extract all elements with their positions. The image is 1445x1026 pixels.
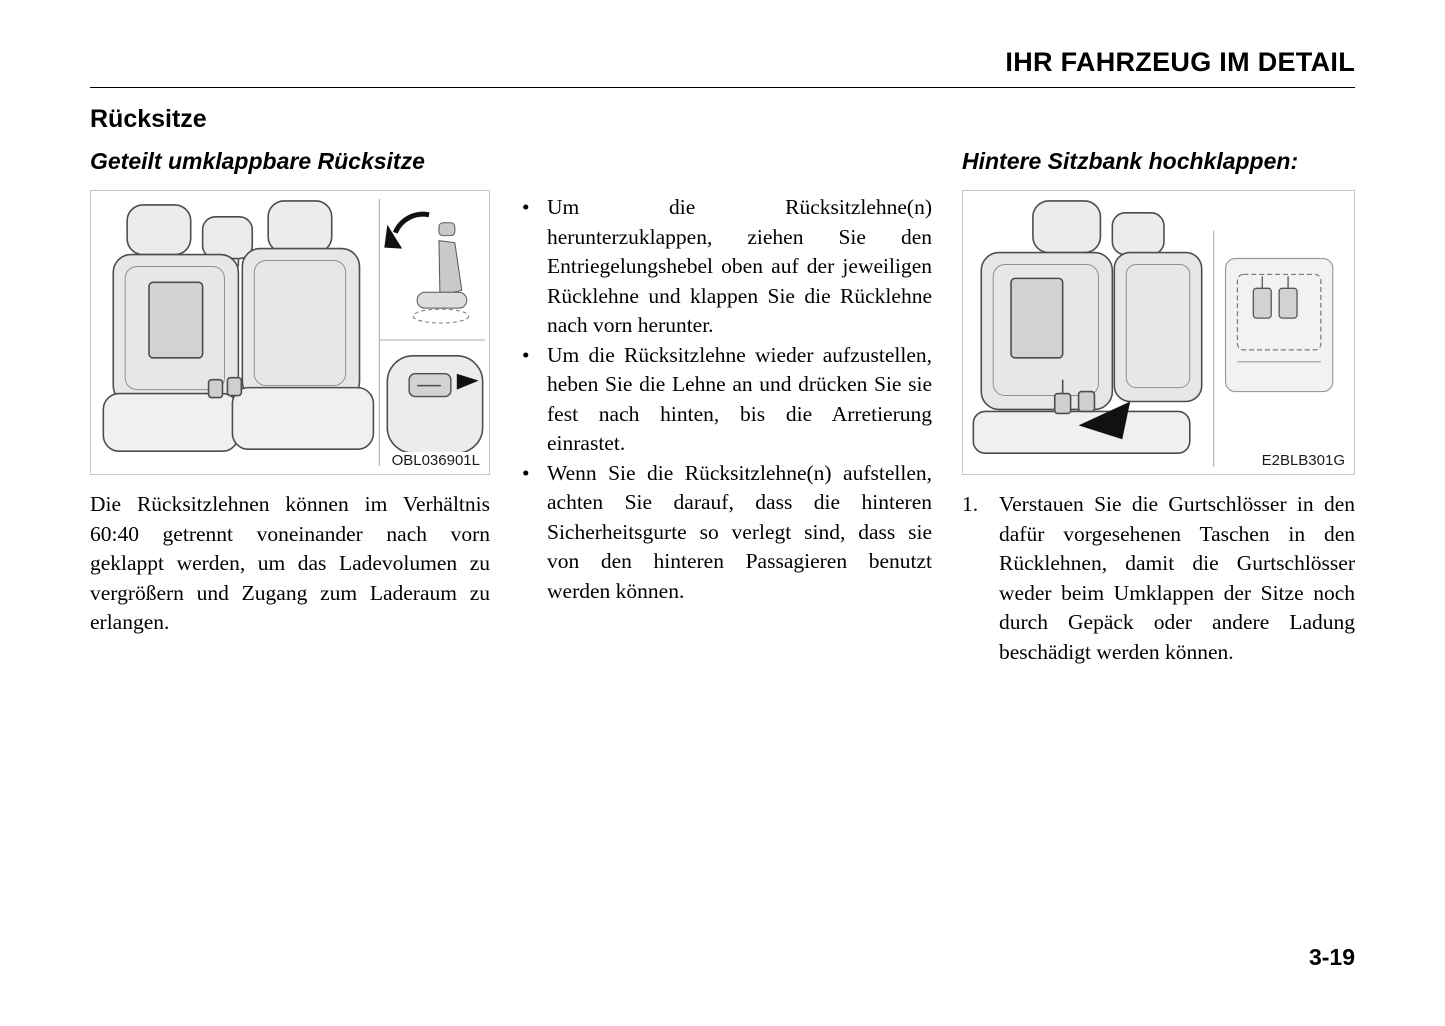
item-number: 1. [962, 492, 979, 517]
bullet-item: • Um die Rücksitzlehne wieder aufzustellen, heben Sie die Lehne an und drücken Sie sie fest nach hinten, bis die Arretierung einrastet. [520, 341, 932, 459]
release-lever-inset [387, 356, 482, 453]
content-columns [90, 148, 1355, 667]
rear-bench-drawing [103, 201, 373, 451]
buckle-pocket-inset [1226, 259, 1333, 392]
figure-fold-up-rear-bench [962, 190, 1355, 475]
page-number: 3-19 [1308, 944, 1355, 970]
chapter-header: IHR FAHRZEUG IM DETAIL [1005, 47, 1355, 77]
header-rule [90, 87, 1355, 88]
bullet-item: • Wenn Sie die Rücksitzlehne(n) aufstellen, achten Sie darauf, dass die hinteren Sicherheitsgurte so verlegt sind, dass sie von den hinteren Passagieren benutzt werden können. [520, 459, 932, 607]
middle-column [520, 148, 932, 606]
bullet-item: • Um die Rücksitzlehne(n) herunterzuklappen, ziehen Sie den Entriegelungshebel oben auf der jeweiligen Rücklehne und klappen Sie die Rücklehne nach vorn herunter. [520, 193, 932, 341]
left-column [90, 148, 490, 638]
left-paragraph: Die Rücksitzlehnen können im Verhältnis 60:40 getrennt voneinander nach vorn geklappt werden, um das Ladevolumen zu vergrößern und Zugang zum Laderaum zu erlangen. [90, 492, 490, 635]
seatback-drawing [973, 201, 1201, 453]
seat-fold-arrow-icon [384, 215, 468, 324]
item-text: Verstauen Sie die Gurtschlösser in den dafür vorgesehenen Taschen in den Rücklehnen, damit die Gurtschlösser weder beim Umklappen der Sitze noch durch Gepäck oder andere Ladung beschädigt werden können. [999, 492, 1355, 664]
instructions-bullet-list [520, 193, 932, 606]
numbered-instruction [962, 490, 1355, 667]
right-column [962, 148, 1355, 667]
rear-seats-illustration [91, 191, 489, 474]
left-subtitle: Geteilt umklappbare Rücksitze [90, 148, 425, 175]
page-title: Rücksitze [90, 105, 207, 134]
figure-code: E2BLB301G [1258, 452, 1345, 469]
figure-split-folding-rear-seats [90, 190, 490, 475]
right-subtitle: Hintere Sitzbank hochklappen: [962, 148, 1299, 175]
fold-up-bench-illustration [963, 191, 1354, 474]
figure-code: OBL036901L [388, 452, 480, 469]
